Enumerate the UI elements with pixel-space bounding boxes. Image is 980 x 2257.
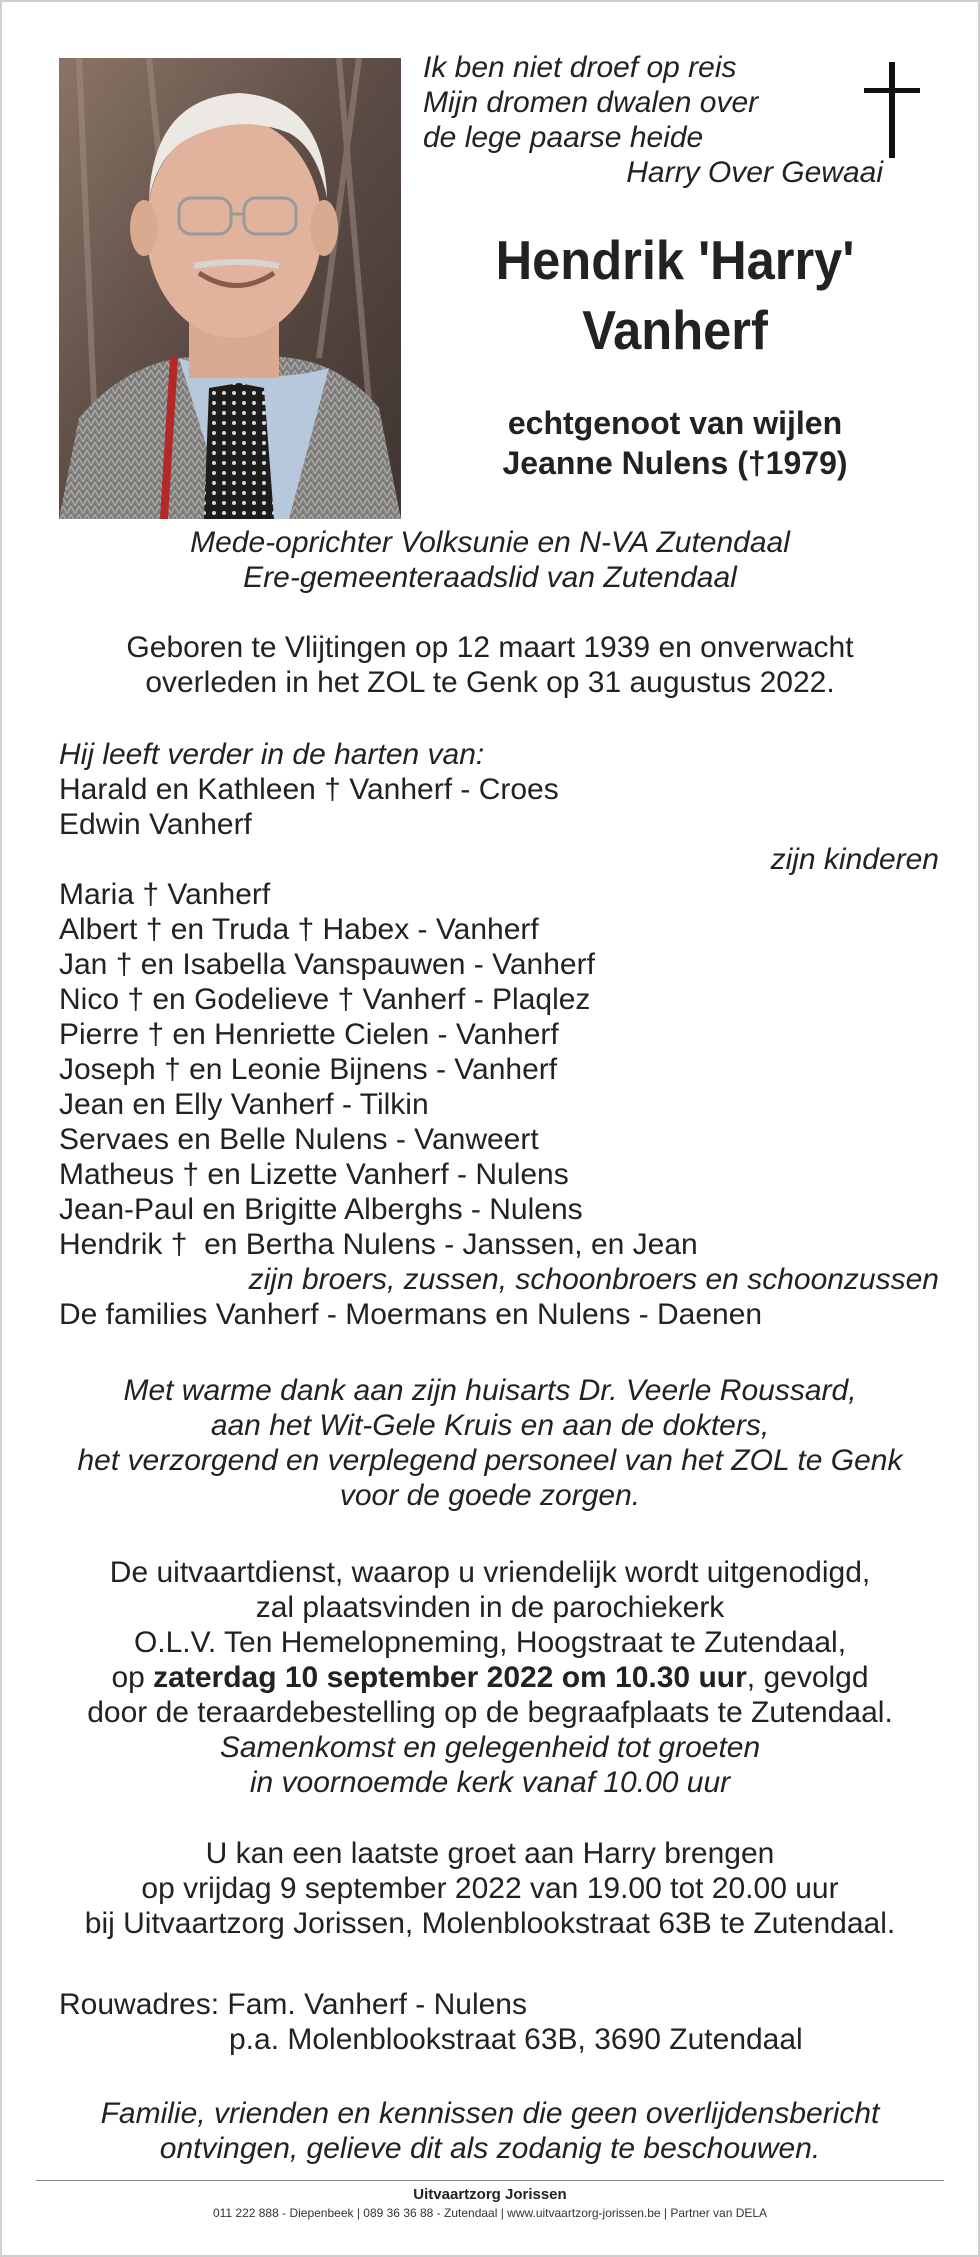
family-intro: Hij leeft verder in de harten van: [59,738,485,771]
footer-divider [36,2180,944,2181]
poem [423,50,883,190]
footer-contact: 011 222 888 - Diepenbeek | 089 36 36 88 - Zutendaal | www.uitvaartzorg-jorissen.be | Partner van DELA [212,2206,768,2220]
list-item: Nico † en Godelieve † Vanherf - Plaqlez [59,983,591,1016]
list-item: Jean-Paul en Brigitte Alberghs - Nulens [59,1193,583,1226]
poem-line: Mijn dromen dwalen over [423,86,759,119]
footer-company: Uitvaartzorg Jorissen [413,2186,567,2203]
funeral-service: De uitvaartdienst, waarop u vriendelijk wordt uitgenodigd, zal plaatsvinden in de parochiekerk O.L.V. Ten Hemelopneming, Hoogstraat te Zutendaal, op zaterdag 10 september 2022 om 10.30 uur, gevolgd door de teraardebestelling op de begraafplaats te Zutendaal. Samenkomst en gelegenheid tot groeten in voornoemde kerk vanaf 10.00 uur [0,1555,980,1800]
spouse-info: echtgenoot van wijlen Jeanne Nulens (†1979) [502,405,848,481]
list-item: Hendrik † en Bertha Nulens - Janssen, en Jean [59,1228,698,1261]
list-item: Maria † Vanherf [59,878,271,911]
poem-line: Ik ben niet droef op reis [423,51,737,84]
birth-death-info: Geboren te Vlijtingen op 12 maart 1939 en onverwacht overleden in het ZOL te Genk op 31 augustus 2022. [126,631,854,699]
mourning-address: Rouwadres: Fam. Vanherf - Nulens p.a. Molenblookstraat 63B, 3690 Zutendaal [59,1988,803,2056]
list-item: Jan † en Isabella Vanspauwen - Vanherf [59,948,595,981]
list-item: Harald en Kathleen † Vanherf - Croes [59,773,559,806]
list-item: Pierre † en Henriette Cielen - Vanherf [59,1018,559,1051]
closing-note: Familie, vrienden en kennissen die geen overlijdensbericht ontvingen, gelieve dit als zodanig te beschouwen. [100,2097,880,2165]
family-list [59,737,939,1332]
deceased-name: Hendrik 'Harry' Vanherf [495,229,855,361]
list-item: Edwin Vanherf [59,808,252,841]
children-label: zijn kinderen [770,843,939,876]
service-date-line: op zaterdag 10 september 2022 om 10.30 uur, gevolgd [111,1661,869,1694]
portrait-photo [59,58,401,519]
roles: Mede-oprichter Volksunie en N-VA Zutendaal Ere-gemeenteraadslid van Zutendaal [190,526,790,594]
list-item: Matheus † en Lizette Vanherf - Nulens [59,1158,569,1191]
poem-line: de lege paarse heide [423,121,704,154]
visitation-info: U kan een laatste groet aan Harry brengen op vrijdag 9 september 2022 van 19.00 tot 20.00 uur bij Uitvaartzorg Jorissen, Molenblookstraat 63B te Zutendaal. [84,1837,896,1940]
siblings-label: zijn broers, zussen, schoonbroers en schoonzussen [248,1263,939,1296]
thanks-message: Met warme dank aan zijn huisarts Dr. Veerle Roussard, aan het Wit-Gele Kruis en aan de dokters, het verzorgend en verplegend personeel van het ZOL te Genk voor de goede zorgen. [77,1374,903,1512]
list-item: Joseph † en Leonie Bijnens - Vanherf [59,1053,558,1086]
cross-icon [864,62,920,158]
poem-author: Harry Over Gewaai [626,156,883,189]
list-item: Jean en Elly Vanherf - Tilkin [59,1088,429,1121]
service-date: zaterdag 10 september 2022 om 10.30 uur [153,1661,747,1694]
families-line: De families Vanherf - Moermans en Nulens - Daenen [59,1298,763,1331]
list-item: Servaes en Belle Nulens - Vanweert [59,1123,539,1156]
list-item: Albert † en Truda † Habex - Vanherf [59,913,539,946]
